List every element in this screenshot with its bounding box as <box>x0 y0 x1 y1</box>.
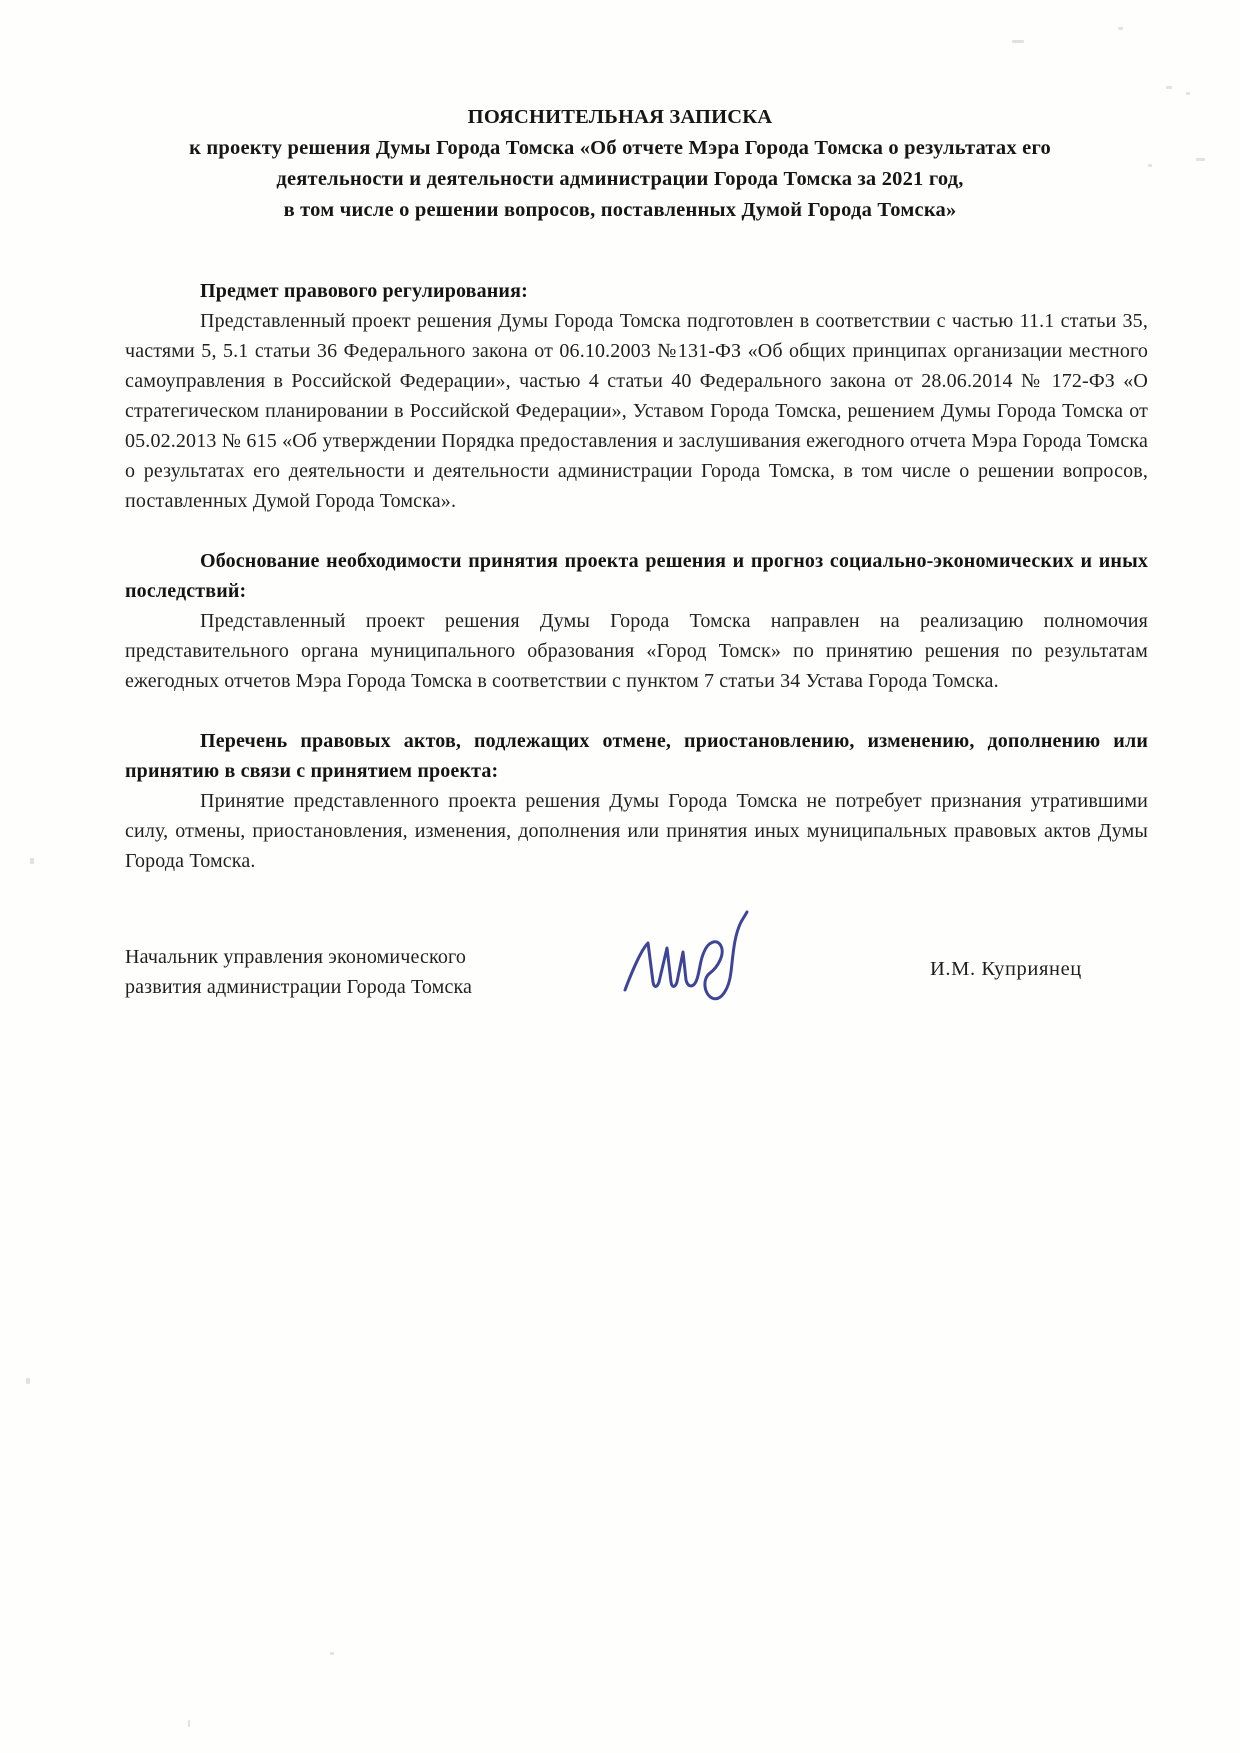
scan-speck <box>1166 86 1172 89</box>
section-paragraph-acts-list: Принятие представленного проекта решения Думы Города Томска не потребует признания утратившими силу, отмены, приостановления, изменения, дополнения или принятия иных муниципальных правовых актов Думы Города Томска. <box>125 790 1148 872</box>
section-heading-justification: Обоснование необходимости принятия проекта решения и прогноз социально-экономических и иных последствий: <box>125 550 1148 602</box>
scan-speck <box>30 858 34 864</box>
section-paragraph-subject: Представленный проект решения Думы Города Томска подготовлен в соответствии с частью 11.1 статьи 35, частями 5, 5.1 статьи 36 Федерального закона от 06.10.2003 №131-ФЗ «Об общих принципах организации местного самоуправления в Российской Федерации», частью 4 статьи 40 Федерального закона от 28.06.2014 № 172-ФЗ «О стратегическом планировании в Российской Федерации», Уставом Города Томска, решением Думы Города Томска от 05.02.2013 № 615 «Об утверждении Порядка предоставления и заслушивания ежегодного отчета Мэра Города Томска о результатах его деятельности и деятельности администрации Города Томска, в том числе о решении вопросов, поставленных Думой Города Томска». <box>125 310 1148 512</box>
scan-speck <box>1118 27 1123 30</box>
signature-scribble <box>617 908 789 1016</box>
document-title-block <box>0 0 1240 226</box>
scan-speck <box>1186 92 1190 95</box>
section-paragraph-justification: Представленный проект решения Думы Города Томска направлен на реализацию полномочия представительного органа муниципального образования «Город Томск» по принятию решения по результатам ежегодных отчетов Мэра Города Томска в соответствии с пунктом 7 статьи 34 Устава Города Томска. <box>125 610 1148 692</box>
signature-block <box>125 936 1148 1066</box>
scan-speck <box>1196 158 1205 161</box>
signatory-position <box>125 942 472 1002</box>
scan-speck <box>188 1720 190 1727</box>
scan-speck <box>1148 164 1152 167</box>
signature-ink-path <box>625 912 747 999</box>
title-subtitle-line: деятельности и деятельности администрации Города Томска за 2021 год, <box>276 168 964 190</box>
section-heading-acts-list: Перечень правовых актов, подлежащих отмене, приостановлению, изменению, дополнению или принятию в связи с принятием проекта: <box>125 730 1148 782</box>
scan-speck <box>1012 40 1024 43</box>
signatory-position-line1: Начальник управления экономического <box>125 946 467 968</box>
section-heading-subject: Предмет правового регулирования: <box>200 280 528 302</box>
title-subtitle-line: в том числе о решении вопросов, поставленных Думой Города Томска» <box>283 199 957 221</box>
page-title: ПОЯСНИТЕЛЬНАЯ ЗАПИСКА <box>467 106 773 128</box>
document-body <box>125 276 1148 1066</box>
signatory-position-line2: развития администрации Города Томска <box>125 976 473 998</box>
signatory-name: И.М. Куприянец <box>930 958 1082 980</box>
scan-speck <box>26 1378 30 1384</box>
scan-speck <box>330 1652 334 1655</box>
title-subtitle-line: к проекту решения Думы Города Томска «Об отчете Мэра Города Томска о результатах его <box>189 137 1051 159</box>
